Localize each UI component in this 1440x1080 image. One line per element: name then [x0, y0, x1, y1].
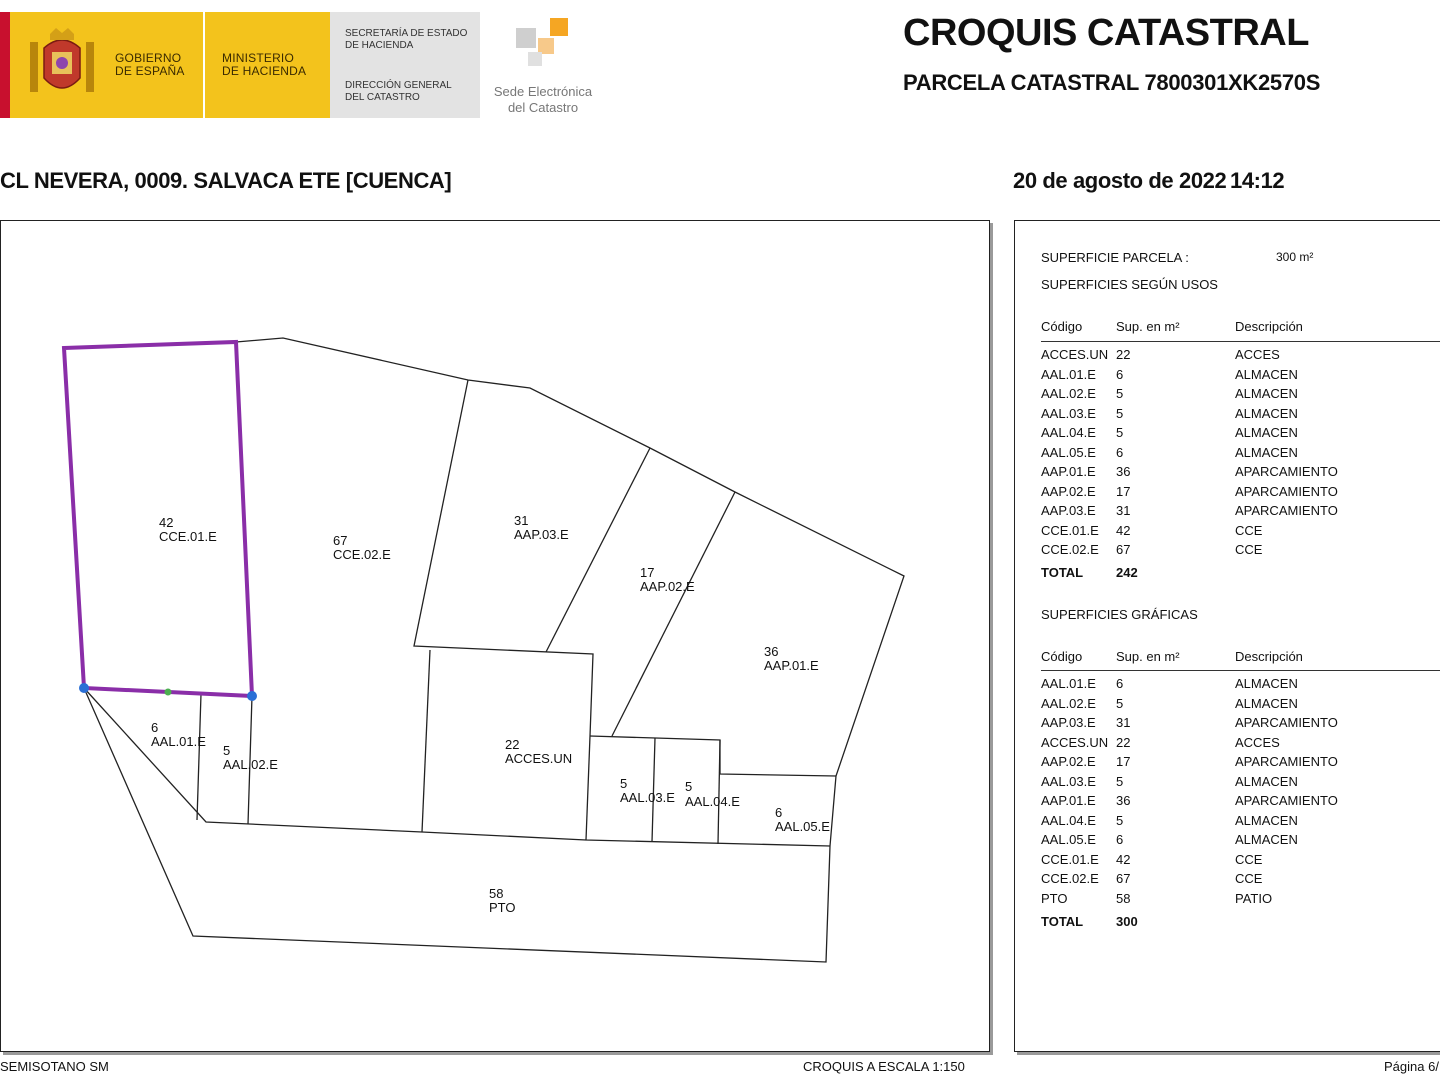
- row-area: 58: [1116, 890, 1131, 906]
- unit-code-label: ACCES.UN: [505, 751, 573, 766]
- unit-code-label: AAP.02.E: [640, 579, 695, 594]
- usos-row: [1041, 406, 1440, 425]
- row-area: 6: [1116, 832, 1124, 847]
- row-code: ACCES.UN: [1041, 734, 1109, 750]
- unit-area-label: 31: [514, 513, 529, 528]
- row-description: APARCAMIENTO: [1235, 503, 1338, 518]
- cadastral-map: [0, 220, 990, 1052]
- row-code: AAL.03.E: [1041, 405, 1096, 421]
- row-description: PATIO: [1235, 890, 1273, 906]
- row-description: CCE: [1235, 522, 1263, 538]
- parcel-address: CL NEVERA, 0009. SALVACA ETE [CUENCA]: [0, 168, 452, 193]
- row-description: ALMACEN: [1235, 832, 1298, 847]
- sede-logo-icon: [514, 16, 570, 72]
- unit-code-label: AAL.05.E: [775, 819, 830, 834]
- sede-line-1: Sede Electrónica: [493, 84, 593, 99]
- unit-area-label: 36: [764, 644, 779, 659]
- secretary-line-2: DE HACIENDA: [345, 40, 414, 51]
- graficas-row: [1041, 852, 1440, 871]
- row-area: 5: [1116, 386, 1124, 401]
- col-header-code: Código: [1041, 319, 1083, 334]
- vertex-marker-icon: [79, 683, 89, 693]
- row-code: AAP.02.E: [1041, 483, 1096, 499]
- document-date: 20 de agosto de 2022: [1013, 168, 1227, 193]
- usos-row: [1041, 425, 1440, 444]
- flag-stripe: [0, 12, 10, 118]
- usos-row: [1041, 484, 1440, 503]
- total-value: 242: [1116, 565, 1138, 580]
- unit-code-label: CCE.02.E: [333, 547, 391, 562]
- row-code: AAL.04.E: [1041, 425, 1096, 440]
- row-code: AAL.02.E: [1041, 386, 1096, 401]
- unit-area-label: 6: [151, 720, 159, 735]
- row-code: AAL.03.E: [1041, 773, 1096, 789]
- row-code: AAL.05.E: [1041, 444, 1096, 460]
- row-description: ACCES: [1235, 347, 1280, 362]
- unit-area-label: 17: [640, 565, 655, 580]
- banner-divider: [203, 12, 205, 118]
- row-area: 67: [1116, 542, 1131, 557]
- row-area: 5: [1116, 695, 1124, 711]
- document-title: CROQUIS CATASTRAL: [903, 12, 1309, 54]
- document-time: 14:12: [1230, 168, 1285, 193]
- row-area: 36: [1116, 793, 1131, 808]
- row-code: AAP.01.E: [1041, 464, 1096, 479]
- row-description: ALMACEN: [1235, 773, 1298, 789]
- unit-area-label: 42: [159, 515, 174, 530]
- graficas-row: [1041, 832, 1440, 851]
- row-area: 67: [1116, 871, 1131, 886]
- row-description: ALMACEN: [1235, 444, 1298, 460]
- graficas-section-title: SUPERFICIES GRÁFICAS: [1041, 607, 1198, 622]
- col-header-area: Sup. en m²: [1116, 319, 1180, 334]
- row-area: 6: [1116, 366, 1124, 382]
- floor-label: SEMISOTANO SM: [0, 1059, 109, 1074]
- row-area: 17: [1116, 483, 1131, 499]
- row-code: AAL.05.E: [1041, 832, 1096, 847]
- scale-label: CROQUIS A ESCALA 1:150: [803, 1059, 965, 1074]
- graficas-row: [1041, 676, 1440, 695]
- unit-area-label: 5: [223, 743, 231, 758]
- row-description: CCE: [1235, 871, 1263, 886]
- graficas-row: [1041, 715, 1440, 734]
- unit-area-label: 22: [505, 737, 520, 752]
- graficas-row: [1041, 813, 1440, 832]
- total-label: TOTAL: [1041, 914, 1084, 929]
- row-description: APARCAMIENTO: [1235, 715, 1338, 730]
- row-area: 17: [1116, 754, 1131, 769]
- row-area: 6: [1116, 676, 1124, 691]
- unit-labels: [151, 513, 830, 915]
- unit-code-label: AAL.01.E: [151, 734, 206, 749]
- row-code: CCE.02.E: [1041, 542, 1099, 557]
- unit-code-label: AAL.04.E: [685, 794, 740, 809]
- directorate-line-1: DIRECCIÓN GENERAL: [345, 80, 452, 91]
- total-label: TOTAL: [1041, 565, 1084, 580]
- graficas-row: [1041, 735, 1440, 754]
- row-description: CCE: [1235, 542, 1263, 557]
- usos-row: [1041, 445, 1440, 464]
- graficas-row: [1041, 891, 1440, 910]
- coat-of-arms-icon: [22, 24, 102, 104]
- row-area: 22: [1116, 734, 1131, 750]
- graficas-row: [1041, 793, 1440, 812]
- row-area: 42: [1116, 522, 1131, 538]
- graficas-row: [1041, 696, 1440, 715]
- unit-code-label: AAL.03.E: [620, 790, 675, 805]
- col-header-area: Sup. en m²: [1116, 649, 1180, 664]
- row-code: AAL.01.E: [1041, 366, 1096, 382]
- row-code: AAP.03.E: [1041, 503, 1096, 518]
- row-area: 31: [1116, 715, 1131, 730]
- graficas-row: [1041, 754, 1440, 773]
- graficas-table-header: [1041, 649, 1440, 668]
- row-description: ALMACEN: [1235, 405, 1298, 421]
- page-number: Página 6/: [1384, 1059, 1439, 1074]
- col-header-code: Código: [1041, 649, 1083, 664]
- row-code: AAP.03.E: [1041, 715, 1096, 730]
- row-description: CCE: [1235, 851, 1263, 867]
- usos-total-row: [1041, 565, 1440, 584]
- gov-line-2: DE ESPAÑA: [115, 64, 185, 78]
- row-area: 22: [1116, 347, 1131, 362]
- row-area: 5: [1116, 405, 1124, 421]
- row-area: 31: [1116, 503, 1131, 518]
- usos-row: [1041, 503, 1440, 522]
- row-description: ALMACEN: [1235, 812, 1298, 828]
- usos-row: [1041, 347, 1440, 366]
- row-code: CCE.01.E: [1041, 851, 1099, 867]
- row-code: PTO: [1041, 890, 1068, 906]
- ministry-line-1: MINISTERIO: [222, 51, 295, 65]
- usos-table-header: [1041, 319, 1440, 338]
- unit-area-label: 58: [489, 886, 504, 901]
- secretary-line-1: SECRETARÍA DE ESTADO: [345, 28, 468, 39]
- row-code: AAP.01.E: [1041, 793, 1096, 808]
- highlighted-unit-outline: [64, 342, 252, 696]
- row-area: 5: [1116, 812, 1124, 828]
- row-code: AAL.02.E: [1041, 695, 1096, 711]
- row-code: ACCES.UN: [1041, 347, 1109, 362]
- unit-area-label: 5: [685, 779, 693, 794]
- row-code: AAP.02.E: [1041, 754, 1096, 769]
- unit-area-label: 5: [620, 776, 628, 791]
- row-area: 36: [1116, 464, 1131, 479]
- row-description: APARCAMIENTO: [1235, 754, 1338, 769]
- usos-section-title: SUPERFICIES SEGÚN USOS: [1041, 277, 1218, 292]
- usos-row: [1041, 367, 1440, 386]
- row-code: AAL.01.E: [1041, 676, 1096, 691]
- gov-line-1: GOBIERNO: [115, 51, 182, 65]
- surface-value: 300 m²: [1276, 250, 1314, 264]
- row-area: 5: [1116, 773, 1124, 789]
- usos-row: [1041, 464, 1440, 483]
- directorate-line-2: DEL CATASTRO: [345, 92, 420, 103]
- graficas-row: [1041, 774, 1440, 793]
- unit-area-label: 6: [775, 805, 783, 820]
- row-description: ALMACEN: [1235, 425, 1298, 440]
- row-code: CCE.01.E: [1041, 522, 1099, 538]
- row-area: 6: [1116, 444, 1124, 460]
- usos-row: [1041, 386, 1440, 405]
- row-description: APARCAMIENTO: [1235, 483, 1338, 499]
- graficas-row: [1041, 871, 1440, 890]
- row-area: 42: [1116, 851, 1131, 867]
- ministry-line-2: DE HACIENDA: [222, 64, 307, 78]
- unit-code-label: PTO: [489, 900, 516, 915]
- row-area: 5: [1116, 425, 1124, 440]
- midpoint-marker-icon: [165, 689, 172, 696]
- unit-code-label: AAP.01.E: [764, 658, 819, 673]
- table-header-rule: [1041, 341, 1440, 342]
- unit-code-label: CCE.01.E: [159, 529, 217, 544]
- parcel-reference: PARCELA CATASTRAL 7800301XK2570S: [903, 70, 1321, 95]
- row-description: ALMACEN: [1235, 386, 1298, 401]
- row-code: CCE.02.E: [1041, 871, 1099, 886]
- table-header-rule: [1041, 670, 1440, 671]
- unit-area-label: 67: [333, 533, 348, 548]
- row-description: APARCAMIENTO: [1235, 464, 1338, 479]
- usos-row: [1041, 523, 1440, 542]
- row-description: ALMACEN: [1235, 366, 1298, 382]
- usos-row: [1041, 542, 1440, 561]
- row-description: ACCES: [1235, 734, 1280, 750]
- unit-code-label: AAP.03.E: [514, 527, 569, 542]
- vertex-marker-icon: [247, 691, 257, 701]
- col-header-description: Descripción: [1235, 319, 1303, 334]
- sede-line-2: del Catastro: [507, 100, 579, 115]
- row-code: AAL.04.E: [1041, 812, 1096, 828]
- surface-label: SUPERFICIE PARCELA :: [1041, 250, 1189, 265]
- total-value: 300: [1116, 914, 1138, 929]
- graficas-total-row: [1041, 914, 1440, 933]
- row-description: APARCAMIENTO: [1235, 793, 1338, 808]
- unit-code-label: AAL.02.E: [223, 757, 278, 772]
- row-description: ALMACEN: [1235, 695, 1298, 711]
- row-description: ALMACEN: [1235, 676, 1298, 691]
- col-header-description: Descripción: [1235, 649, 1303, 664]
